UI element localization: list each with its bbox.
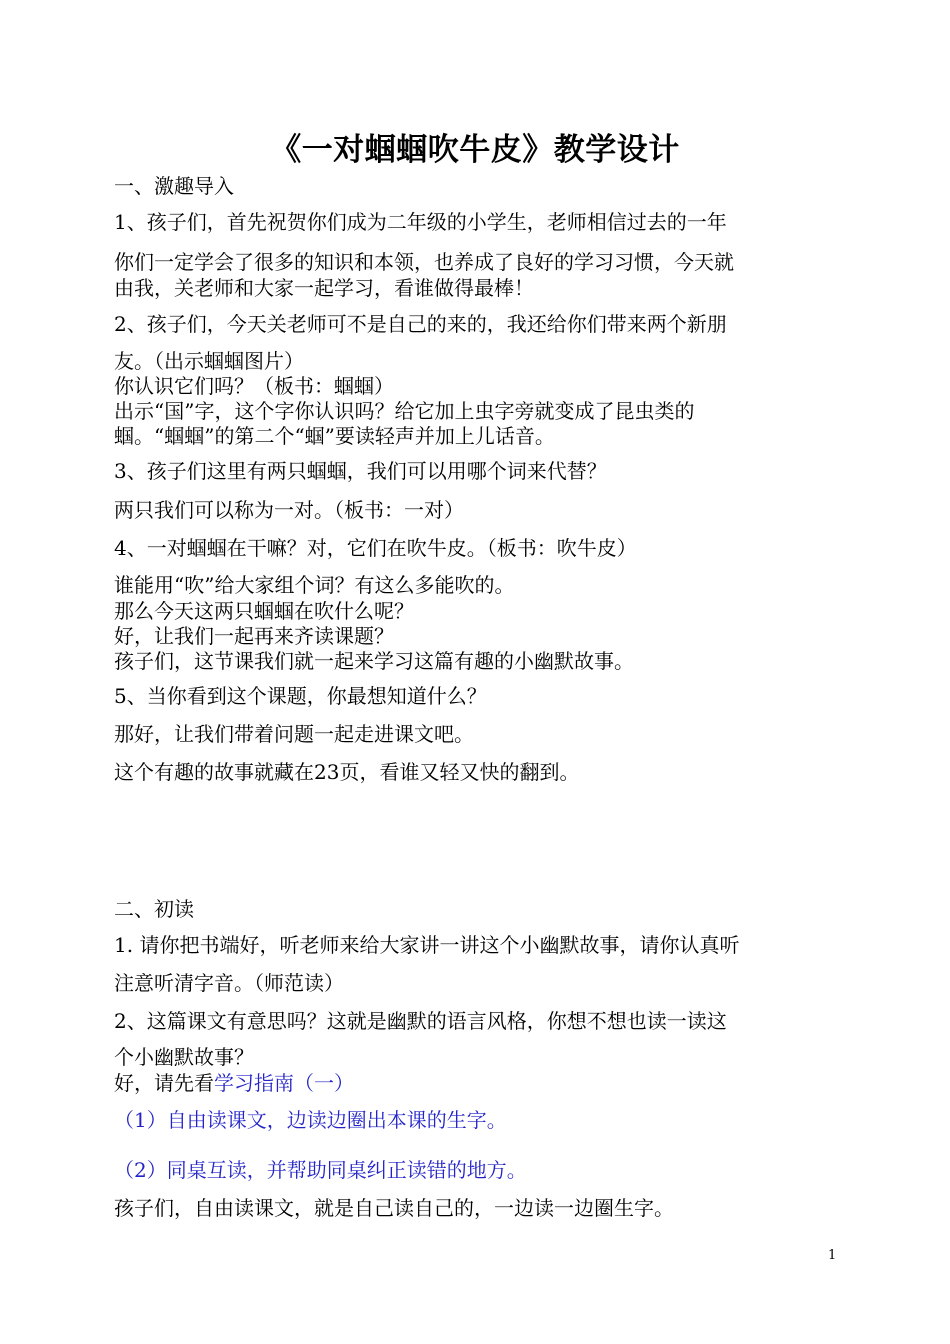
paragraph-line: 注意听清字音。（师范读） [114,971,344,995]
paragraph-line: 5、当你看到这个课题，你最想知道什么？ [114,684,487,708]
guide-line [114,1070,854,1096]
paragraph-line: 那好，让我们带着问题一起走进课文吧。 [114,722,474,746]
paragraph-line: 友。（出示蝈蝈图片） [114,349,304,373]
guide-item: （1）自由读课文，边读边圈出本课的生字。 [114,1108,507,1132]
paragraph-line: 出示“国”字，这个字你认识吗？给它加上虫字旁就变成了昆虫类的 [114,399,695,423]
paragraph-line: 谁能用“吹”给大家组个词？有这么多能吹的。 [114,573,515,597]
paragraph-line: 那么今天这两只蝈蝈在吹什么呢？ [114,599,414,623]
paragraph-line: 两只我们可以称为一对。（板书：一对） [114,498,464,522]
guide-link: 学习指南（一） [214,1071,354,1095]
section2-heading: 二、初读 [114,897,194,921]
paragraph-line: 个小幽默故事？ [114,1045,254,1069]
paragraph-line: 由我，关老师和大家一起学习，看谁做得最棒！ [114,276,534,300]
section1-heading: 一、激趣导入 [114,174,234,198]
paragraph-line: 2、孩子们，今天关老师可不是自己的来的，我还给你们带来两个新朋 [114,312,727,336]
paragraph-line: 好，让我们一起再来齐读课题？ [114,624,394,648]
paragraph-line: 孩子们，自由读课文，就是自己读自己的，一边读一边圈生字。 [114,1196,674,1220]
paragraph-line: 这个有趣的故事就藏在23页，看谁又轻又快的翻到。 [114,760,580,784]
paragraph-line: 你认识它们吗？（板书：蝈蝈） [114,374,394,398]
paragraph-line: 4、一对蝈蝈在干嘛？对，它们在吹牛皮。（板书：吹牛皮） [114,536,637,560]
paragraph-line: 3、孩子们这里有两只蝈蝈，我们可以用哪个词来代替？ [114,459,607,483]
paragraph-line: 1、孩子们，首先祝贺你们成为二年级的小学生，老师相信过去的一年 [114,210,727,234]
page-number: 1 [828,1248,837,1263]
paragraph-line: 1. 请你把书端好，听老师来给大家讲一讲这个小幽默故事，请你认真听 [114,933,740,957]
paragraph-line: 2、这篇课文有意思吗？这就是幽默的语言风格，你想不想也读一读这 [114,1009,727,1033]
paragraph-line: 你们一定学会了很多的知识和本领，也养成了良好的学习习惯，今天就 [114,250,734,274]
paragraph-line: 蝈。“蝈蝈”的第二个“蝈”要读轻声并加上儿话音。 [114,424,555,448]
guide-prefix: 好，请先看 [114,1071,214,1095]
guide-item: （2）同桌互读，并帮助同桌纠正读错的地方。 [114,1158,527,1182]
paragraph-line: 孩子们，这节课我们就一起来学习这篇有趣的小幽默故事。 [114,649,634,673]
document-title: 《一对蝈蝈吹牛皮》教学设计 [270,132,680,168]
